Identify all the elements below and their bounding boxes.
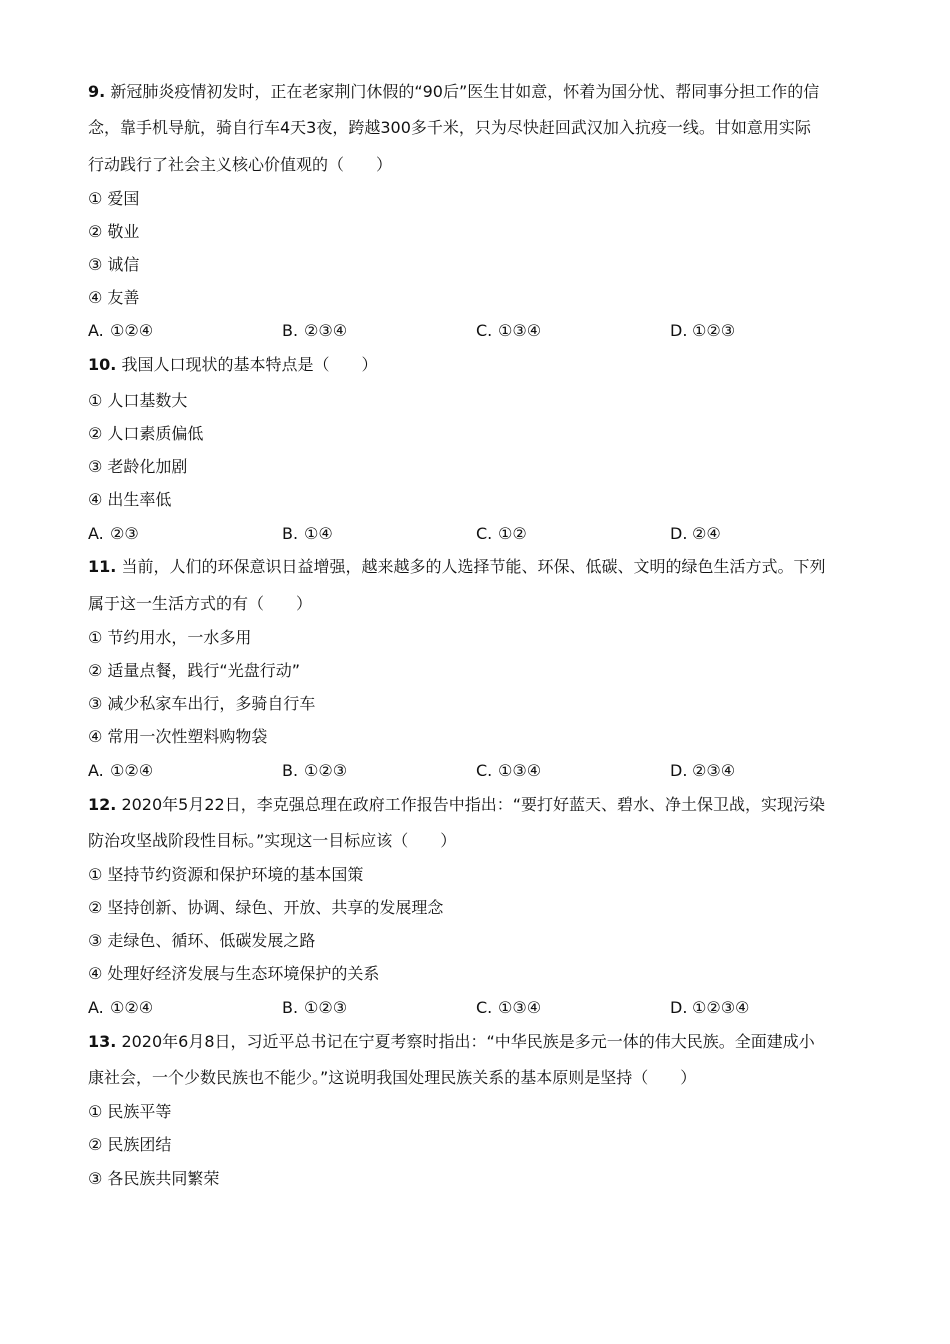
option-text: ②④ [692, 524, 721, 543]
q11-stem-line-2: 属于这一生活方式的有（ ） [88, 594, 313, 613]
q9-item-3: ③ 诚信 [88, 255, 140, 274]
q11-item-2: ② 适量点餐，践行“光盘行动” [88, 661, 301, 680]
option-text: ①②④ [110, 321, 154, 340]
q9-option-b[interactable] [282, 321, 347, 341]
q11-stem-line-1 [88, 557, 825, 577]
q9-number: 9. [88, 82, 106, 101]
q10-option-b[interactable] [282, 524, 333, 544]
q11-stem-text-1: 当前，人们的环保意识日益增强，越来越多的人选择节能、环保、低碳、文明的绿色生活方式。下列 [121, 557, 826, 576]
q10-item-2: ② 人口素质偏低 [88, 424, 204, 443]
q9-option-a[interactable] [88, 321, 153, 341]
option-text: ①②③ [692, 321, 736, 340]
q11-number: 11. [88, 557, 117, 576]
q11-option-d[interactable] [670, 761, 735, 781]
option-text: ②③ [110, 524, 139, 543]
q9-item-1: ① 爱国 [88, 189, 140, 208]
option-letter: A. [88, 761, 104, 780]
q10-option-a[interactable] [88, 524, 139, 544]
option-letter: A. [88, 524, 104, 543]
q11-option-b[interactable] [282, 761, 347, 781]
q11-option-a[interactable] [88, 761, 153, 781]
option-letter: C. [476, 998, 493, 1017]
option-text: ②③④ [304, 321, 348, 340]
q10-item-4: ④ 出生率低 [88, 490, 172, 509]
q9-item-4: ④ 友善 [88, 288, 140, 307]
q13-stem-line-2: 康社会，一个少数民族也不能少。”这说明我国处理民族关系的基本原则是坚持（ ） [88, 1068, 697, 1087]
option-letter: A. [88, 321, 104, 340]
q10-item-1: ① 人口基数大 [88, 391, 188, 410]
q12-item-2: ② 坚持创新、协调、绿色、开放、共享的发展理念 [88, 898, 444, 917]
q11-item-1: ① 节约用水，一水多用 [88, 628, 252, 647]
option-letter: D. [670, 321, 688, 340]
option-letter: C. [476, 524, 493, 543]
q9-stem-line-1 [88, 82, 819, 102]
option-letter: D. [670, 761, 688, 780]
q10-stem-text-1: 我国人口现状的基本特点是（ ） [121, 355, 378, 374]
option-text: ①②③ [304, 998, 348, 1017]
q13-number: 13. [88, 1032, 117, 1051]
q12-number: 12. [88, 795, 117, 814]
q12-stem-line-1 [88, 795, 825, 815]
q12-option-c[interactable] [476, 998, 541, 1018]
option-letter: B. [282, 998, 299, 1017]
option-letter: B. [282, 524, 299, 543]
q9-stem-line-2: 念，靠手机导航，骑自行车4天3夜，跨越300多千米，只为尽快赶回武汉加入抗疫一线。甘如意用实际 [88, 118, 811, 137]
q10-item-3: ③ 老龄化加剧 [88, 457, 188, 476]
option-text: ①②④ [110, 761, 154, 780]
option-text: ①③④ [498, 761, 542, 780]
q11-item-4: ④ 常用一次性塑料购物袋 [88, 727, 268, 746]
q9-stem-line-3: 行动践行了社会主义核心价值观的（ ） [88, 155, 393, 174]
q10-option-d[interactable] [670, 524, 721, 544]
option-text: ①③④ [498, 321, 542, 340]
q9-option-d[interactable] [670, 321, 735, 341]
option-letter: B. [282, 321, 299, 340]
q9-stem-text-1: 新冠肺炎疫情初发时，正在老家荆门休假的“90后”医生甘如意，怀着为国分忧、帮同事分担工作的信 [110, 82, 820, 101]
option-text: ①② [498, 524, 527, 543]
q12-item-3: ③ 走绿色、循环、低碳发展之路 [88, 931, 316, 950]
option-text: ①②③④ [692, 998, 750, 1017]
q13-item-3: ③ 各民族共同繁荣 [88, 1169, 220, 1188]
option-text: ②③④ [692, 761, 736, 780]
q12-item-4: ④ 处理好经济发展与生态环境保护的关系 [88, 964, 380, 983]
option-letter: D. [670, 524, 688, 543]
option-letter: C. [476, 321, 493, 340]
q11-option-c[interactable] [476, 761, 541, 781]
option-letter: B. [282, 761, 299, 780]
q12-option-a[interactable] [88, 998, 153, 1018]
option-text: ①③④ [498, 998, 542, 1017]
option-letter: C. [476, 761, 493, 780]
q10-number: 10. [88, 355, 117, 374]
q12-option-d[interactable] [670, 998, 749, 1018]
q12-item-1: ① 坚持节约资源和保护环境的基本国策 [88, 865, 364, 884]
q12-stem-text-1: 2020年5月22日，李克强总理在政府工作报告中指出：“要打好蓝天、碧水、净土保卫战，实现污染 [121, 795, 825, 814]
option-text: ①②③ [304, 761, 348, 780]
q13-stem-text-1: 2020年6月8日，习近平总书记在宁夏考察时指出：“中华民族是多元一体的伟大民族。全面建成小 [121, 1032, 815, 1051]
q9-option-c[interactable] [476, 321, 541, 341]
q10-option-c[interactable] [476, 524, 527, 544]
q13-item-2: ② 民族团结 [88, 1135, 172, 1154]
q11-item-3: ③ 减少私家车出行，多骑自行车 [88, 694, 316, 713]
option-text: ①④ [304, 524, 333, 543]
option-letter: D. [670, 998, 688, 1017]
option-text: ①②④ [110, 998, 154, 1017]
q10-stem-line-1 [88, 355, 377, 375]
option-letter: A. [88, 998, 104, 1017]
q12-stem-line-2: 防治攻坚战阶段性目标。”实现这一目标应该（ ） [88, 831, 457, 850]
q9-item-2: ② 敬业 [88, 222, 140, 241]
q13-stem-line-1 [88, 1032, 815, 1052]
q12-option-b[interactable] [282, 998, 347, 1018]
q13-item-1: ① 民族平等 [88, 1102, 172, 1121]
